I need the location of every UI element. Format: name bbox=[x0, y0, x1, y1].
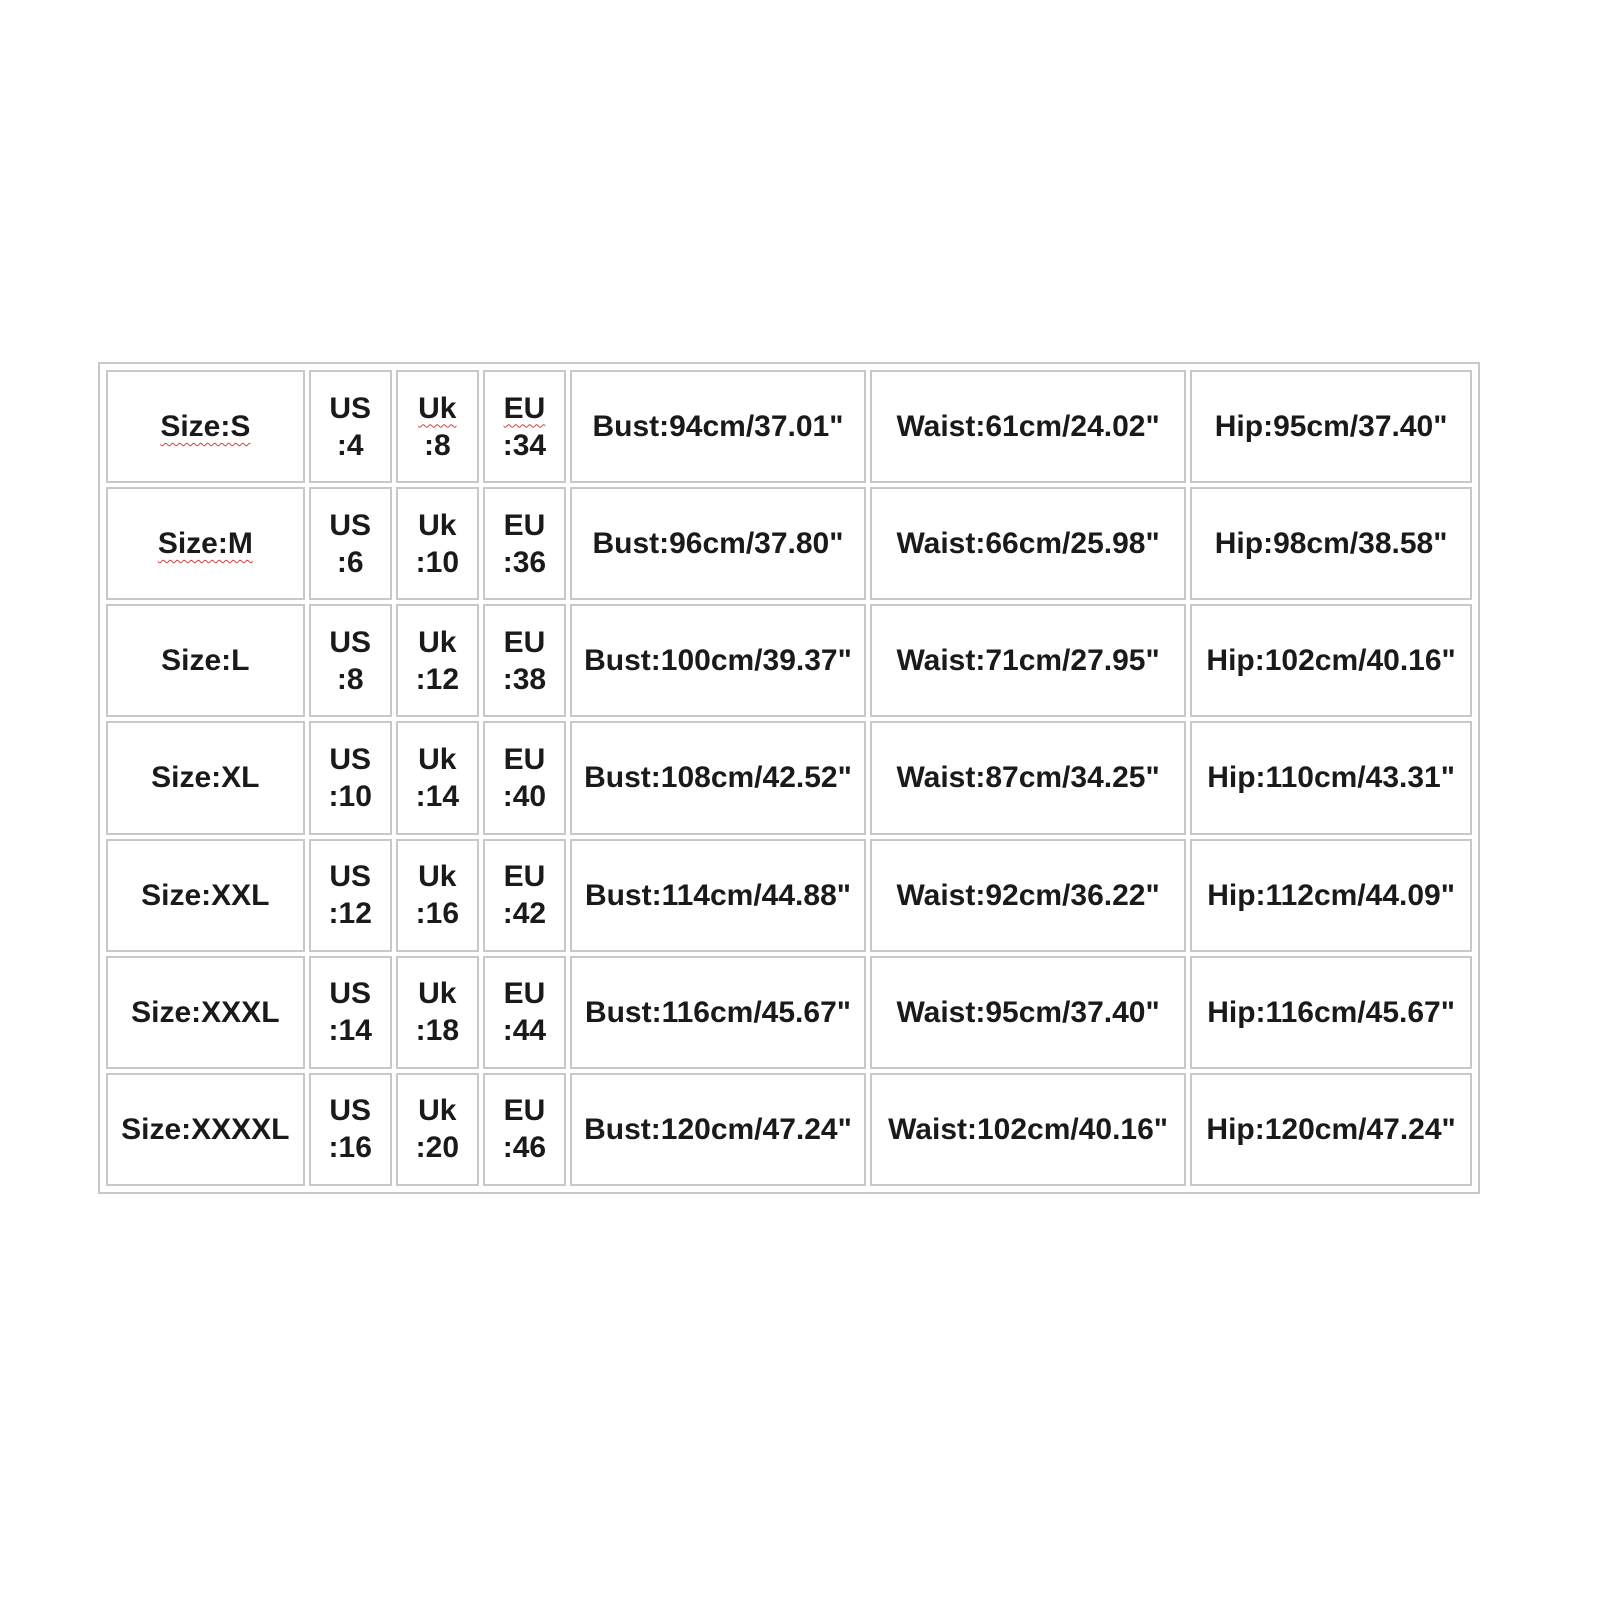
size-chart-body bbox=[106, 370, 1472, 1186]
hip-cell-text: Hip:102cm/40.16" bbox=[1206, 644, 1456, 678]
eu-size-cell-value: :44 bbox=[502, 1014, 547, 1048]
uk-size-cell bbox=[396, 956, 479, 1069]
size-cell bbox=[106, 956, 305, 1069]
hip-cell-text: Hip:110cm/43.31" bbox=[1207, 761, 1455, 795]
bust-cell-text: Bust:96cm/37.80" bbox=[592, 527, 844, 561]
eu-size-cell-value: :36 bbox=[502, 545, 547, 579]
uk-size-cell bbox=[396, 370, 479, 483]
bust-cell bbox=[570, 956, 866, 1069]
us-size-cell bbox=[309, 1073, 392, 1186]
us-size-cell-value: :6 bbox=[336, 545, 364, 579]
us-size-cell-label: US bbox=[329, 1094, 372, 1128]
us-size-cell-label: US bbox=[329, 860, 372, 894]
uk-size-cell-value: :12 bbox=[415, 662, 459, 696]
waist-cell-text: Waist:87cm/34.25" bbox=[896, 761, 1160, 795]
us-size-cell-value: :10 bbox=[328, 779, 372, 813]
eu-size-cell-label-text: EU bbox=[503, 391, 546, 425]
eu-size-cell bbox=[483, 1073, 566, 1186]
waist-cell-text: Waist:95cm/37.40" bbox=[896, 995, 1160, 1029]
us-size-cell-value: :4 bbox=[336, 428, 364, 462]
waist-cell-text: Waist:71cm/27.95" bbox=[896, 644, 1160, 678]
size-cell-text: Size:M bbox=[157, 527, 253, 561]
size-cell-text: Size:S bbox=[160, 410, 251, 444]
eu-size-cell-label: EU bbox=[503, 742, 546, 776]
uk-size-cell bbox=[396, 839, 479, 952]
size-cell-text: Size:XXL bbox=[141, 878, 270, 912]
bust-cell bbox=[570, 1073, 866, 1186]
waist-cell bbox=[870, 487, 1186, 600]
us-size-cell-label: US bbox=[329, 391, 372, 425]
waist-cell-text: Waist:92cm/36.22" bbox=[896, 878, 1160, 912]
hip-cell-text: Hip:95cm/37.40" bbox=[1214, 410, 1448, 444]
eu-size-cell bbox=[483, 721, 566, 834]
table-row bbox=[106, 956, 1472, 1069]
uk-size-cell bbox=[396, 721, 479, 834]
eu-size-cell-label: EU bbox=[503, 1094, 546, 1128]
bust-cell bbox=[570, 370, 866, 483]
table-row bbox=[106, 604, 1472, 717]
bust-cell-text: Bust:120cm/47.24" bbox=[584, 1112, 852, 1146]
eu-size-cell-value: :38 bbox=[502, 662, 547, 696]
bust-cell bbox=[570, 604, 866, 717]
size-cell bbox=[106, 487, 305, 600]
hip-cell-text: Hip:112cm/44.09" bbox=[1207, 878, 1455, 912]
eu-size-cell-value: :42 bbox=[502, 897, 547, 931]
us-size-cell-label: US bbox=[329, 508, 372, 542]
uk-size-cell-label: Uk bbox=[418, 742, 457, 776]
bust-cell-text: Bust:116cm/45.67" bbox=[584, 995, 851, 1029]
waist-cell bbox=[870, 1073, 1186, 1186]
hip-cell bbox=[1190, 839, 1472, 952]
hip-cell-text: Hip:120cm/47.24" bbox=[1206, 1112, 1456, 1146]
size-cell bbox=[106, 604, 305, 717]
eu-size-cell-label bbox=[485, 390, 564, 427]
table-row bbox=[106, 487, 1472, 600]
waist-cell bbox=[870, 721, 1186, 834]
uk-size-cell-label bbox=[398, 390, 477, 427]
eu-size-cell bbox=[483, 839, 566, 952]
us-size-cell-value: :16 bbox=[328, 1131, 372, 1165]
size-cell-text: Size:XXXXL bbox=[121, 1112, 290, 1146]
bust-cell-text: Bust:108cm/42.52" bbox=[584, 761, 852, 795]
uk-size-cell-label: Uk bbox=[418, 508, 457, 542]
waist-cell-text: Waist:102cm/40.16" bbox=[888, 1112, 1169, 1146]
eu-size-cell-label: EU bbox=[503, 508, 546, 542]
eu-size-cell-label: EU bbox=[503, 625, 546, 659]
us-size-cell bbox=[309, 487, 392, 600]
eu-size-cell bbox=[483, 604, 566, 717]
table-row bbox=[106, 1073, 1472, 1186]
uk-size-cell-label-text: Uk bbox=[418, 391, 457, 425]
bust-cell bbox=[570, 721, 866, 834]
uk-size-cell-value: :8 bbox=[423, 428, 451, 462]
waist-cell-text: Waist:66cm/25.98" bbox=[896, 527, 1160, 561]
us-size-cell-label: US bbox=[329, 742, 372, 776]
table-row bbox=[106, 721, 1472, 834]
size-cell-text: Size:L bbox=[161, 644, 250, 678]
eu-size-cell-value: :34 bbox=[502, 428, 547, 462]
eu-size-cell bbox=[483, 487, 566, 600]
bust-cell-text: Bust:94cm/37.01" bbox=[592, 410, 844, 444]
hip-cell-text: Hip:116cm/45.67" bbox=[1207, 995, 1455, 1029]
bust-cell-text: Bust:100cm/39.37" bbox=[584, 644, 852, 678]
uk-size-cell-value: :16 bbox=[415, 897, 459, 931]
eu-size-cell-value: :46 bbox=[502, 1131, 547, 1165]
uk-size-cell-label: Uk bbox=[418, 1094, 457, 1128]
uk-size-cell bbox=[396, 1073, 479, 1186]
us-size-cell bbox=[309, 370, 392, 483]
hip-cell bbox=[1190, 721, 1472, 834]
us-size-cell bbox=[309, 956, 392, 1069]
us-size-cell bbox=[309, 604, 392, 717]
eu-size-cell bbox=[483, 370, 566, 483]
us-size-cell-label: US bbox=[329, 977, 372, 1011]
size-cell-text: Size:XL bbox=[151, 761, 260, 795]
size-cell-text: Size:XXXL bbox=[131, 995, 280, 1029]
uk-size-cell bbox=[396, 487, 479, 600]
size-cell bbox=[106, 1073, 305, 1186]
uk-size-cell-value: :20 bbox=[415, 1131, 459, 1165]
uk-size-cell-value: :14 bbox=[415, 779, 459, 813]
hip-cell-text: Hip:98cm/38.58" bbox=[1214, 527, 1448, 561]
size-cell bbox=[106, 839, 305, 952]
hip-cell bbox=[1190, 370, 1472, 483]
size-chart-table bbox=[102, 366, 1476, 1190]
size-cell bbox=[106, 721, 305, 834]
waist-cell bbox=[870, 370, 1186, 483]
us-size-cell-value: :8 bbox=[336, 662, 364, 696]
hip-cell bbox=[1190, 604, 1472, 717]
waist-cell bbox=[870, 839, 1186, 952]
eu-size-cell-label: EU bbox=[503, 860, 546, 894]
size-chart bbox=[98, 362, 1480, 1194]
eu-size-cell-value: :40 bbox=[502, 779, 547, 813]
eu-size-cell bbox=[483, 956, 566, 1069]
uk-size-cell bbox=[396, 604, 479, 717]
size-cell bbox=[106, 370, 305, 483]
waist-cell bbox=[870, 956, 1186, 1069]
us-size-cell bbox=[309, 839, 392, 952]
table-row bbox=[106, 839, 1472, 952]
hip-cell bbox=[1190, 1073, 1472, 1186]
table-row bbox=[106, 370, 1472, 483]
bust-cell bbox=[570, 487, 866, 600]
bust-cell-text: Bust:114cm/44.88" bbox=[584, 878, 851, 912]
hip-cell bbox=[1190, 487, 1472, 600]
uk-size-cell-label: Uk bbox=[418, 860, 457, 894]
uk-size-cell-label: Uk bbox=[418, 625, 457, 659]
bust-cell bbox=[570, 839, 866, 952]
us-size-cell bbox=[309, 721, 392, 834]
us-size-cell-value: :12 bbox=[328, 897, 372, 931]
waist-cell-text: Waist:61cm/24.02" bbox=[896, 410, 1160, 444]
uk-size-cell-label: Uk bbox=[418, 977, 457, 1011]
us-size-cell-value: :14 bbox=[328, 1014, 372, 1048]
hip-cell bbox=[1190, 956, 1472, 1069]
uk-size-cell-value: :18 bbox=[415, 1014, 459, 1048]
waist-cell bbox=[870, 604, 1186, 717]
uk-size-cell-value: :10 bbox=[415, 545, 459, 579]
eu-size-cell-label: EU bbox=[503, 977, 546, 1011]
us-size-cell-label: US bbox=[329, 625, 372, 659]
